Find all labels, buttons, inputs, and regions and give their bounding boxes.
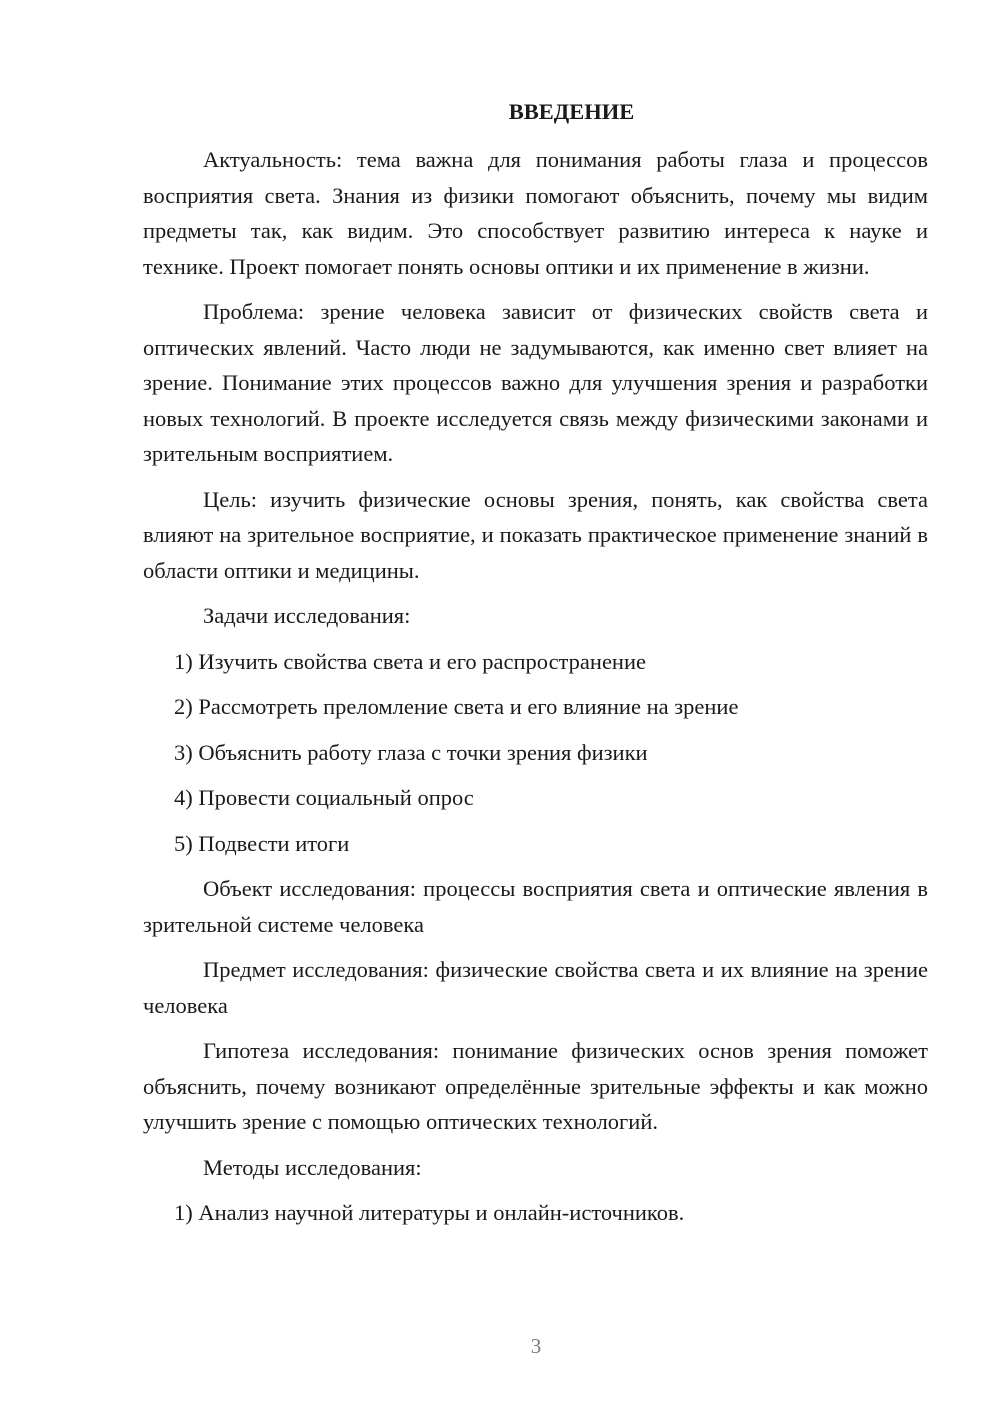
task-item: 5) Подвести итоги (174, 830, 350, 856)
goal-paragraph: Цель: изучить физические основы зрения, понять, как свойства света влияют на зрительное восприятие, и показать практическое применение знаний в области оптики и медицины. (143, 486, 928, 583)
object-paragraph: Объект исследования: процессы восприятия света и оптические явления в зрительной системе человека (143, 876, 928, 937)
section-heading-text: ВВЕДЕНИЕ (508, 99, 635, 124)
page-number: 3 (530, 1334, 542, 1358)
task-item: 4) Провести социальный опрос (174, 785, 474, 810)
section-heading (143, 94, 928, 129)
tasks-label: Задачи исследования: (203, 603, 411, 628)
page-content (143, 94, 928, 1241)
task-item: 3) Объяснить работу глаза с точки зрения физики (174, 739, 648, 765)
problem-paragraph: Проблема: зрение человека зависит от физических свойств света и оптических явлений. Часто люди не задумываются, как именно свет влияет на зрение. Понимание этих процессов важно для улучшения зрения и разработки новых технологий. В проекте исследуется связь между физическими законами и зрительным восприятием. (143, 299, 928, 466)
task-item: 2) Рассмотреть преломление света и его влияние на зрение (174, 694, 739, 719)
subject-paragraph: Предмет исследования: физические свойства света и их влияние на зрение человека (143, 957, 928, 1018)
relevance-paragraph: Актуальность: тема важна для понимания работы глаза и процессов восприятия света. Знания из физики помогают объяснить, почему мы видим предметы так, как видим. Это способствует развитию интереса к науке и технике. Проект помогает понять основы оптики и их применение в жизни. (143, 147, 928, 279)
methods-label: Методы исследования: (203, 1154, 422, 1180)
method-item: 1) Анализ научной литературы и онлайн-источников. (174, 1200, 685, 1225)
hypothesis-paragraph: Гипотеза исследования: понимание физических основ зрения поможет объяснить, почему возникают определённые зрительные эффекты и как можно улучшить зрение с помощью оптических технологий. (143, 1038, 928, 1134)
task-item: 1) Изучить свойства света и его распространение (174, 648, 646, 674)
